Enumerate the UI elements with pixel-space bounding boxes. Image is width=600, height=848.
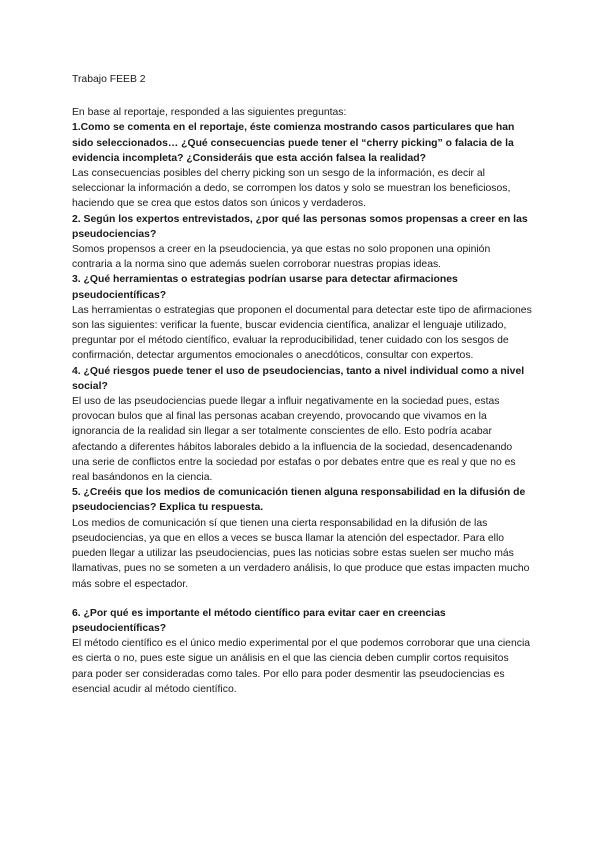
question-5: 5. ¿Creéis que los medios de comunicación tienen alguna responsabilidad en la difusión de pseudociencias? Explica tu respuesta. [72, 487, 526, 514]
answer-1: Las consecuencias posibles del cherry picking son un sesgo de la información, es decir al seleccionar la información a dedo, se corrompen los datos y solo se muestran los beneficiosos, haciendo que se crea que estos datos son únicos y verdaderos. [72, 168, 511, 210]
document-intro: En base al reportaje, responded a las siguientes preguntas: [72, 107, 347, 119]
qa-item-1 [72, 120, 532, 211]
answer-2: Somos propensos a creer en la pseudociencia, ya que estas no solo proponen una opinión contraria a la norma sino que además suelen corroborar nuestras propias ideas. [72, 244, 491, 271]
answer-5: Los medios de comunicación sí que tienen una cierta responsabilidad en la difusión de las pseudociencias, ya que en ellos a veces se busca llamar la atención del espectador. Para ello pueden llegar a utilizar las pseudociencias, pues las noticias sobre estas suelen ser mucho más llamativas, pues no se someten a un verdadero análisis, lo que produce que estas impacten mucho más sobre el espectador. [72, 517, 530, 590]
answer-6: El método científico es el único medio experimental por el que podemos corroborar que una ciencia es cierta o no, pues este sigue un análisis en el que las ciencia deben cumplir cortos requisitos para poder ser consideradas como tales. Por ello para poder desmentir las pseudociencias es esencial acudir al método científico. [72, 638, 531, 695]
question-2: 2. Según los expertos entrevistados, ¿por qué las personas somos propensas a creer en las pseudociencias? [72, 213, 528, 240]
answer-4: El uso de las pseudociencias puede llegar a influir negativamente en la sociedad pues, estas provocan bulos que al final las personas acaban creyendo, provocando que vivamos en la ignorancia de la realidad sin llegar a ser totalmente conscientes de ello. Esto podría acabar afectando a diferentes hábitos laborales debido a la influencia de la sociedad, desencadenando una serie de conflictos entre la sociedad por estafas o por debates entre que es real y que no es real basándonos en la ciencia. [72, 396, 516, 484]
qa-item-2 [72, 212, 532, 273]
qa-item-6 [72, 606, 532, 697]
question-3: 3. ¿Qué herramientas o estrategias podrían usarse para detectar afirmaciones pseudocientíficas? [72, 274, 458, 301]
question-1: 1.Como se comenta en el reportaje, éste comienza mostrando casos particulares que han sido seleccionados… ¿Qué consecuencias puede tener el “cherry picking” o falacia de la evidencia incompleta? ¿Consideráis que esta acción falsea la realidad? [72, 122, 515, 164]
document-title: Trabajo FEEB 2 [72, 74, 146, 85]
document-page [72, 72, 532, 697]
qa-item-4 [72, 364, 532, 486]
question-4: 4. ¿Qué riesgos puede tener el uso de pseudociencias, tanto a nivel individual como a nivel social? [72, 365, 525, 392]
question-6: 6. ¿Por qué es importante el método científico para evitar caer en creencias pseudocientíficas? [72, 607, 446, 634]
qa-item-5 [72, 485, 532, 591]
answer-3: Las herramientas o estrategias que proponen el documental para detectar este tipo de afirmaciones son las siguientes: verificar la fuente, buscar evidencia científica, analizar el lenguaje utilizado, preguntar por el método científico, evaluar la reproducibilidad, tener cuidado con los sesgos de confirmación, detectar argumentos emocionales o anecdóticos, consultar con expertos. [72, 304, 532, 362]
qa-item-3 [72, 272, 532, 363]
